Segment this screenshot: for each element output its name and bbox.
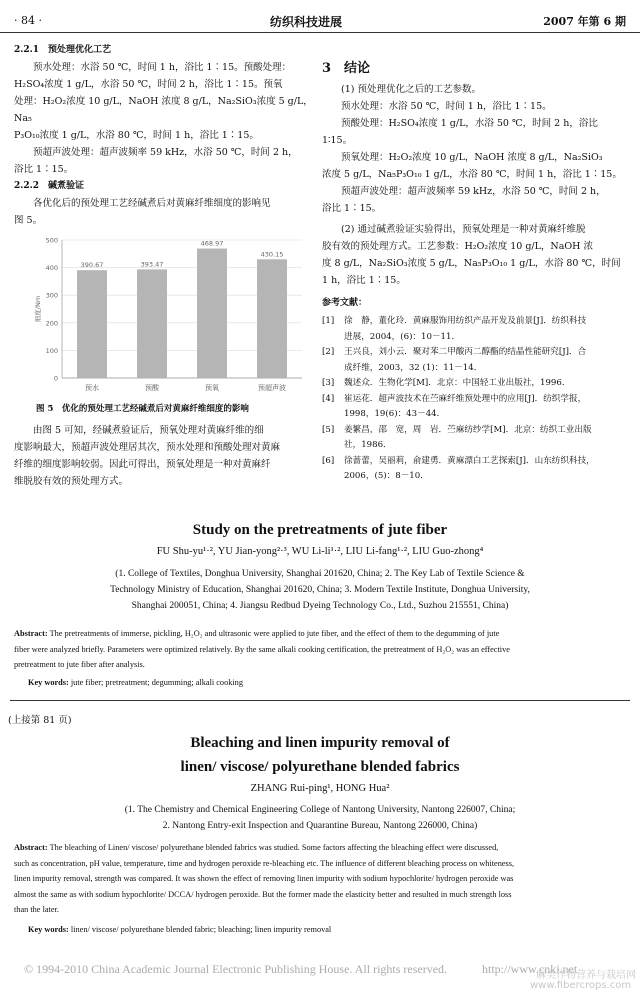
reference-item: [4] 崔运花．超声波技术在苎麻纤维预处理中的应用[J]．纺织学报， 1998，19(6)：43－44．: [322, 393, 587, 419]
text-line: 浴比 1∶15。: [14, 164, 74, 175]
y-tick-label: 0: [53, 374, 58, 383]
article-2-authors: ZHANG Rui-ping¹, HONG Hua²: [250, 783, 390, 794]
abstract-line: fiber were analyzed briefly. Parameters were optimized relatively. By the same alkali cooking certification, the pretreatment of H₂O₂ was an effective: [14, 644, 510, 654]
bar-3: [197, 249, 227, 378]
bar-4: [257, 259, 287, 378]
article-1-abstract: [14, 626, 632, 690]
watermark-url: www.fibercrops.com: [530, 980, 632, 991]
article-divider: [10, 700, 630, 701]
x-tick-label-3: 预氧: [205, 384, 219, 392]
section-2-2-2-title: 2.2.2 碱煮验证: [14, 181, 85, 191]
x-tick-label-2: 预酸: [145, 384, 159, 392]
abstract-line: than the later.: [14, 905, 59, 914]
references-title: 参考文献：: [322, 298, 368, 308]
article-1-title: Study on the pretreatments of jute fiber: [192, 522, 448, 538]
reference-item: [1] 徐 静，董化玲．黄麻服饰用纺织产品开发及前景[J]．纺织科技 进展，2004，(6)：10－11．: [322, 316, 587, 342]
reference-item: [6] 徐蔷蕾，吴丽莉，俞建勇．黄麻漂白工艺探索[J]．山东纺织科技， 2006，(5)：8－10．: [322, 455, 595, 481]
abstract-line: almost the same as with sodium hypochlorite/ DCCA/ hydrogen peroxide. But the former made the elasticity better and resulted in much strength loss: [14, 889, 512, 899]
article-2-title-line-1: Bleaching and linen impurity removal of: [190, 735, 450, 751]
left-column: [14, 42, 314, 229]
text-line: P₃O₁₀浓度 1 g/L，水浴 80 ℃，时间 1 h，浴比 1∶15。: [14, 130, 259, 141]
y-tick-label: 300: [45, 291, 58, 300]
bar-1: [77, 270, 107, 378]
conclusion-1: [322, 81, 627, 217]
section-2-2-1-body: [14, 59, 314, 178]
y-tick-label: 200: [45, 319, 58, 328]
text-line: 纤维的细度影响较弱。因此可得出，预氧处理是一种对黄麻纤: [14, 459, 271, 470]
data-label-2: 393.47: [140, 260, 164, 269]
abstract-line: The bleaching of Linen/ viscose/ polyurethane blended fabrics was studied. Some factors affecting the bleaching effect were discussed,: [49, 843, 499, 852]
text-line: 预超声波处理：超声波频率 59 kHz，水浴 50 ℃，时间 2 h，: [33, 147, 298, 158]
issue-label: 2007 年第 6 期: [543, 15, 626, 28]
y-tick-label: 500: [45, 236, 58, 245]
text-line: 1∶15。: [322, 135, 353, 146]
text-line: (1) 预处理优化之后的工艺参数。: [341, 84, 481, 95]
y-tick-label: 400: [45, 264, 58, 273]
text-line: H₂SO₄浓度 1 g/L，水浴 50 ℃，时间 2 h，浴比 1∶15。预氧: [14, 79, 283, 90]
conclusion-2: [322, 221, 627, 289]
affiliation-line: (1. College of Textiles, Donghua University, Shanghai 201620, China; 2. The Key Lab of Textile Science &: [115, 569, 525, 579]
references-list: [322, 314, 627, 485]
watermark-text: 麻类作物营养与栽培网: [536, 970, 636, 981]
keywords-label: Key words:: [28, 677, 69, 687]
abstract-line: pretreatment to jute fiber after analysis.: [14, 660, 145, 669]
text-line: 浴比 1∶15。: [322, 203, 382, 214]
text-line: 预酸处理：H₂SO₄浓度 1 g/L，水浴 50 ℃，时间 2 h，浴比: [341, 118, 598, 129]
affiliation-line: Shanghai 200051, China; 4. Jiangsu Redbud Dyeing Technology Co., Ltd., Suzhou 215551, China): [131, 601, 509, 611]
figure-5-caption: 图 5 优化的预处理工艺经碱煮后对黄麻纤维细度的影响: [36, 404, 249, 414]
article-2-abstract: [14, 840, 632, 937]
reference-item: [5] 姜繁昌，邵 宽，周 岩．苎麻纺纱学[M]．北京：纺织工业出版 社，1986．: [322, 424, 592, 450]
article-1-authors: FU Shu-yu¹·², YU Jian-yong²·³, WU Li-li¹·², LIU Li-fang¹·², LIU Guo-zhong⁴: [156, 546, 484, 557]
abstract-line: linen impurity removal, strength was compared. It was shown the effect of removing linen impurity with sodium hypochlorite/ hydrogen peroxide was: [14, 874, 514, 883]
affiliation-line: (1. The Chemistry and Chemical Engineering College of Nantong University, Nantong 226007, China;: [124, 805, 516, 815]
y-tick-label: 100: [45, 346, 58, 355]
text-line: 浓度 5 g/L，Na₅P₃O₁₀ 1 g/L，水浴 80 ℃，时间 1 h，浴比 1∶15。: [322, 169, 622, 180]
text-line: 预水处理：水浴 50 ℃，时间 1 h，浴比 1∶15。: [341, 101, 552, 112]
reference-item: [2] 王兴良，刘小云．聚对苯二甲酸丙二醇酯的结晶性能研究[J]．合 成纤维，2003，32 (1)：11－14．: [322, 347, 587, 373]
abstract-line: such as concentration, pH value, temperature, time and hydrogen peroxide re-bleaching etc. The influence of different bleaching process on whiteness,: [14, 858, 515, 868]
copyright-notice: © 1994-2010 China Academic Journal Electronic Publishing House. All rights reserved.: [24, 962, 448, 976]
text-line: 预氧处理：H₂O₂浓度 10 g/L，NaOH 浓度 8 g/L，Na₂SiO₃: [341, 152, 603, 163]
page-header: [0, 10, 640, 33]
reference-item: [3] 魏述众．生物化学[M]．北京：中国轻工业出版社，1996．: [322, 378, 571, 388]
text-line: 预超声波处理：超声波频率 59 kHz，水浴 50 ℃，时间 2 h，: [341, 186, 606, 197]
x-tick-label-1: 预水: [85, 384, 99, 392]
data-label-1: 390.67: [80, 261, 104, 270]
article-2-title-line-2: linen/ viscose/ polyurethane blended fabrics: [180, 759, 460, 775]
x-tick-label-4: 预超声波: [258, 384, 286, 392]
data-label-4: 430.15: [260, 250, 284, 259]
abstract-line: The pretreatments of immerse, pickling, H₂O₂ and ultrasonic were applied to jute fiber, and the effect of them to the degumming of jute: [49, 629, 500, 638]
text-line: 各优化后的预处理工艺经碱煮后对黄麻纤维细度的影响见: [33, 198, 271, 209]
text-line: 度 8 g/L，Na₂SiO₃浓度 5 g/L，Na₅P₃O₁₀ 1 g/L，水浴 80 ℃，时间: [322, 258, 621, 269]
continued-from-note: (上接第 81 页): [8, 715, 72, 726]
text-line: 度影响最大，预超声波处理居其次，预水处理和预酸处理对黄麻: [14, 442, 281, 453]
text-line: 胶有效的预处理方式。工艺参数：H₂O₂浓度 10 g/L，NaOH 浓: [322, 241, 593, 252]
affiliation-line: 2. Nantong Entry-exit Inspection and Quarantine Bureau, Nantong 226000, China): [162, 821, 478, 831]
abstract-label: Abstract:: [14, 843, 48, 852]
section-3-title: 3 结论: [322, 61, 371, 76]
affiliation-line: Technology Ministry of Education, Shanghai 201620, China; 3. Modern Textile Institute, Donghua University,: [110, 585, 530, 595]
text-line: (2) 通过碱煮验证实验得出，预氧处理是一种对黄麻纤维脱: [341, 224, 586, 235]
data-label-3: 468.97: [200, 239, 224, 248]
article-2-affiliations: [10, 802, 630, 834]
journal-name: 纺织科技进展: [270, 15, 343, 29]
cnki-url: http://www.cnki.net: [482, 962, 578, 976]
page-number: · 84 ·: [14, 14, 42, 27]
text-line: 预水处理：水浴 50 ℃，时间 1 h，浴比 1∶15。预酸处理：: [33, 62, 292, 73]
text-line: 图 5。: [14, 215, 43, 226]
keywords: linen/ viscose/ polyurethane blended fabric; bleaching; linen impurity removal: [70, 924, 332, 934]
keywords: jute fiber; pretreatment; degumming; alkali cooking: [70, 677, 243, 687]
abstract-label: Abstract:: [14, 629, 48, 638]
text-line: 维脱胶有效的预处理方式。: [14, 476, 129, 487]
article-1-affiliations: [10, 566, 630, 614]
y-axis-label: 细度/Nm: [34, 295, 42, 323]
text-line: 由图 5 可知，经碱煮验证后，预氧处理对黄麻纤维的细: [33, 425, 264, 436]
section-2-2-1-title: 2.2.1 预处理优化工艺: [14, 45, 112, 55]
text-line: 处理：H₂O₂浓度 10 g/L，NaOH 浓度 8 g/L，Na₂SiO₃浓度 5 g/L，Na₅: [14, 96, 313, 124]
right-column: [322, 60, 627, 485]
text-line: 1 h，浴比 1∶15。: [322, 275, 406, 286]
bar-chart-svg: [30, 228, 310, 398]
keywords-label: Key words:: [28, 924, 69, 934]
left-column-after-figure: [14, 422, 314, 490]
bar-2: [137, 269, 167, 378]
figure-5-chart: [30, 228, 310, 398]
